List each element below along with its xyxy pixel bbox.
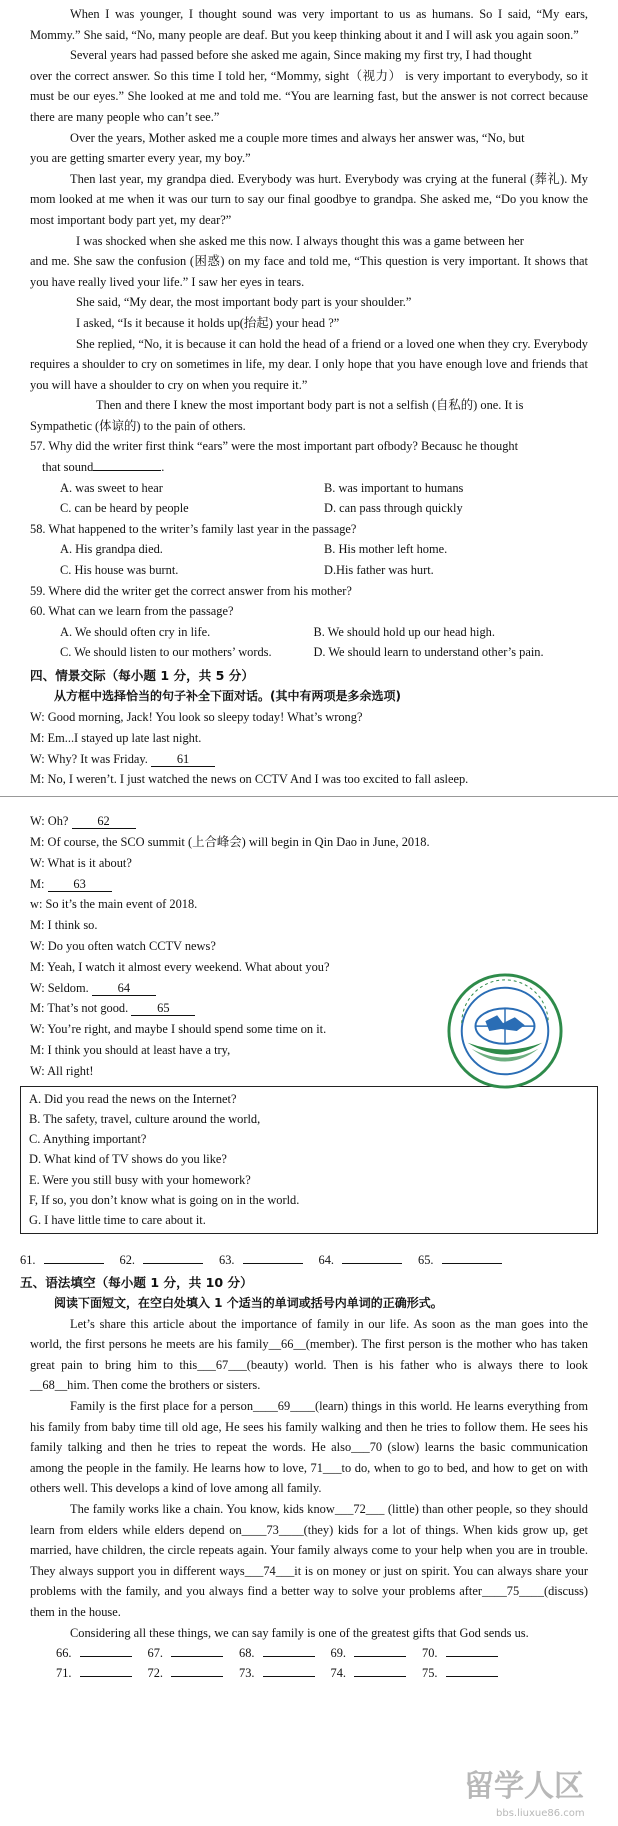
answer-line (263, 1676, 315, 1677)
dialog-blank: 62 (72, 814, 136, 829)
grammar-paragraph: Family is the first place for a person____69____(learn) things in this world. He learns everything from his family from baby time till old age, He sees his family walking and then he tries to follow them. He sees his family talking and then he tries to repeat the words. He also___70 (slow) learns the basic communication among the people in the family. He learns how to love, 71___to do, when to go to bed, and how to get on with others well. This develops a kind of love among all family. (30, 1399, 588, 1496)
watermark-cn: 留学人区 (464, 1769, 584, 1804)
option: B. was important to humans (324, 480, 464, 495)
passage-paragraph: Over the years, Mother asked me a couple more times and always her answer was, “No, but (70, 130, 525, 145)
question-stem (30, 436, 588, 457)
answer-line (171, 1656, 223, 1657)
answer-number: 67. (147, 1646, 163, 1661)
answer-slot (120, 1253, 212, 1267)
answer-slot (422, 1646, 506, 1660)
passage-paragraph: and me. She saw the confusion (困惑) on my face and told me, “This question is very important. It shows that you have really lived your life.” I saw her eyes in tears. (30, 254, 588, 289)
passage-paragraph: Sympathetic (体谅的) to the pain of others. (30, 418, 246, 433)
choice-option: C. Anything important? (29, 1132, 147, 1147)
sco-logo-icon (446, 972, 564, 1090)
question-text: Where did the writer get the correct answer from his mother? (48, 583, 352, 598)
passage-paragraph: She said, “My dear, the most important body part is your shoulder.” (76, 295, 412, 310)
option: A. His grandpa died. (60, 542, 163, 557)
question-number: 57. (30, 439, 46, 454)
answer-slot (239, 1666, 323, 1680)
option-list (30, 478, 588, 519)
answer-blanks-61-65 (20, 1250, 588, 1270)
answer-number: 69. (330, 1646, 346, 1661)
answer-number: 68. (239, 1646, 255, 1661)
passage-paragraph: Several years had passed before she asked me again, Since making my first try, I had thought (70, 48, 532, 63)
dialog-blank: 63 (48, 877, 112, 892)
dialog-text: M: That’s not good. (30, 1001, 129, 1016)
dialog-line (30, 894, 588, 915)
answer-line (263, 1656, 315, 1657)
question-text: Why did the writer first think “ears” were the most important part ofbody? Becausc he thought (48, 439, 519, 454)
answer-line (243, 1263, 303, 1264)
dialog-line (30, 936, 588, 957)
answer-blank (93, 470, 161, 471)
question-text: What can we learn from the passage? (48, 604, 234, 619)
dialog-text: W: Good morning, Jack! You look so sleepy today! What’s wrong? (30, 710, 363, 724)
choice-option: D. What kind of TV shows do you like? (29, 1152, 227, 1167)
dialog-line (30, 728, 588, 749)
answer-line (442, 1263, 502, 1264)
answer-line (354, 1656, 406, 1657)
dialog-text: W: Do you often watch CCTV news? (30, 938, 216, 953)
grammar-paragraph: Let’s share this article about the importance of family in our life. As soon as the man goes into the world, the first persons he meets are his family__66__(member). The first person is the mother who has taken great pain to bring him to this___67___(beauty) world. Then is his father who is always there to look __68__him. Then come the brothers or sisters. (30, 1316, 588, 1393)
section-4-instruction: 从方框中选择恰当的句子补全下面对话。(其中有两项是多余选项) (54, 689, 401, 703)
dialog-text: M: Yeah, I watch it almost every weekend. What about you? (30, 959, 330, 974)
answer-slot (422, 1666, 506, 1680)
passage-paragraph: Then and there I knew the most important body part is not a selfish (自私的) one. It is (96, 398, 524, 413)
dialog-line (30, 811, 588, 832)
dialog-line (30, 769, 588, 790)
dialog-text: W: Seldom. (30, 980, 89, 995)
page-divider (0, 796, 618, 797)
answer-line (446, 1676, 498, 1677)
answer-line (354, 1676, 406, 1677)
dialog-line (30, 853, 588, 874)
answer-number: 65. (418, 1252, 434, 1267)
answer-number: 64. (318, 1252, 334, 1267)
answer-blanks-71-75 (30, 1663, 588, 1683)
dialog-text: M: (30, 876, 45, 891)
question-list (30, 436, 588, 663)
reading-passage (30, 4, 588, 436)
choice-option: G. I have little time to care about it. (29, 1213, 206, 1228)
answer-number: 73. (239, 1666, 255, 1681)
question-stem (30, 601, 588, 622)
passage-paragraph: over the correct answer. So this time I told her, “Mommy, sight（视力） is very important to everybody, so it must be our eyes.” She looked at me and told me. “You are learning fast, but the answer is not correct because there are many people who can’t see.” (30, 68, 588, 124)
answer-line (143, 1263, 203, 1264)
answer-slot (56, 1646, 140, 1660)
answer-number: 62. (119, 1252, 135, 1267)
dialog-text: M: Of course, the SCO summit (上合峰会) will begin in Qin Dao in June, 2018. (30, 834, 430, 849)
option: D. We should learn to understand other’s pain. (313, 645, 544, 660)
answer-line (44, 1263, 104, 1264)
option: D.His father was hurt. (324, 563, 434, 578)
dialog-text: M: No, I weren’t. I just watched the news on CCTV And I was too excited to fall asleep. (30, 772, 469, 787)
choice-option: B. The safety, travel, culture around the world, (29, 1111, 261, 1126)
passage-paragraph: I asked, “Is it because it holds up(抬起) your head ?” (76, 315, 340, 330)
answer-number: 63. (219, 1252, 235, 1267)
answer-line (80, 1656, 132, 1657)
section-4-title: 四、情景交际（每小题 1 分，共 5 分） (30, 668, 254, 683)
question-number: 60. (30, 604, 46, 619)
dialog-line (30, 915, 588, 936)
answer-slot (331, 1646, 415, 1660)
choice-option: A. Did you read the news on the Internet? (29, 1091, 237, 1106)
option: A. We should often cry in life. (60, 624, 211, 639)
answer-number: 70. (422, 1646, 438, 1661)
option: C. His house was burnt. (60, 563, 179, 578)
option: A. was sweet to hear (60, 480, 163, 495)
passage-paragraph: She replied, “No, it is because it can hold the head of a friend or a loved one when they cry. Everybody requires a shoulder to cry on sometimes in life, my dear. I only hope that you have enough love and friends that you will have a shoulder to cry on when you require it.” (30, 336, 588, 392)
dialog-text: W: Oh? (30, 814, 69, 829)
dialog-blank: 65 (131, 1001, 195, 1016)
question-text: that sound (42, 460, 94, 475)
answer-number: 66. (56, 1646, 72, 1661)
option: B. His mother left home. (324, 542, 448, 557)
choice-box (20, 1086, 598, 1234)
question-number: 58. (30, 521, 46, 536)
answer-number: 71. (56, 1666, 72, 1681)
answer-slot (148, 1646, 232, 1660)
answer-slot (239, 1646, 323, 1660)
answer-slot (331, 1666, 415, 1680)
question-stem-cont: that sound . (42, 460, 165, 475)
grammar-passage (30, 1314, 588, 1644)
choice-option: E. Were you still busy with your homework? (29, 1172, 251, 1187)
answer-line (80, 1676, 132, 1677)
question-stem (30, 581, 588, 602)
dialog-text: W: All right! (30, 1063, 94, 1078)
option: B. We should hold up our head high. (313, 624, 495, 639)
watermark-url: bbs.liuxue86.com (496, 1808, 585, 1819)
answer-number: 72. (147, 1666, 163, 1681)
option: C. We should listen to our mothers’ words. (60, 645, 272, 660)
answer-number: 75. (422, 1666, 438, 1681)
dialog-line (30, 874, 588, 895)
option: C. can be heard by people (60, 501, 189, 516)
answer-slot (219, 1253, 311, 1267)
grammar-paragraph: Considering all these things, we can say family is one of the greatest gifts that God sends us. (70, 1625, 529, 1640)
dialog-text: W: You’re right, and maybe I should spend some time on it. (30, 1022, 327, 1037)
option: D. can pass through quickly (324, 501, 463, 516)
question-stem (30, 519, 588, 540)
watermark-logo-icon (462, 1756, 612, 1822)
choice-option: F, If so, you don’t know what is going on in the world. (29, 1193, 300, 1208)
section-5-title: 五、语法填空（每小题 1 分，共 10 分） (20, 1274, 253, 1290)
answer-blanks-66-70 (30, 1643, 588, 1663)
dialog-line (30, 707, 588, 728)
dialog-blank: 61 (151, 752, 215, 767)
question-text: What happened to the writer’s family last year in the passage? (48, 521, 357, 536)
passage-paragraph: When I was younger, I thought sound was very important to us as humans. So I said, “My ears, Mommy.” She said, “No, many people are deaf. But you keep thinking about it and I will ask you again soon.” (30, 7, 588, 42)
dialog-line (30, 749, 588, 770)
dialog-text: M: I think you should at least have a try, (30, 1042, 231, 1057)
grammar-paragraph: The family works like a chain. You know, kids know___72___ (little) than other people, so they should learn from elders while elders depend on____73____(they) kids for a lot of things. When kids grow up, get married, have children, the circle repeats again. Your family always come to your help when you are in trouble. They always support you in different ways___74___it is on money or just on spirit. You can always share your problems with the family, and you always find a better way to solve your problems after____75____(discuss) them in the house. (30, 1501, 588, 1619)
option-list (30, 539, 588, 580)
dialog-text: w: So it’s the main event of 2018. (30, 897, 198, 912)
answer-number: 74. (330, 1666, 346, 1681)
answer-slot (418, 1253, 510, 1267)
answer-line (446, 1656, 498, 1657)
answer-slot (148, 1666, 232, 1680)
dialog-text: W: What is it about? (30, 855, 132, 870)
answer-slot (20, 1253, 112, 1267)
dialog-blank: 64 (92, 981, 156, 996)
section-5-instruction: 阅读下面短文，在空白处填入 1 个适当的单词或括号内单词的正确形式。 (54, 1295, 443, 1310)
dialog-line (30, 832, 588, 853)
dialog-text: M: I think so. (30, 918, 98, 933)
option-list (30, 622, 588, 663)
dialog-top (30, 707, 588, 790)
dialog-text: M: Em...I stayed up late last night. (30, 730, 202, 745)
answer-number: 61. (20, 1252, 36, 1267)
answer-slot (319, 1253, 411, 1267)
answer-line (342, 1263, 402, 1264)
passage-paragraph: Then last year, my grandpa died. Everybody was hurt. Everybody was crying at the funeral (葬礼). My mom looked at me when it was our turn to say our final goodbye to grandpa. She asked me, “Do you know the most important body part yet, my dear?” (30, 171, 588, 227)
answer-line (171, 1676, 223, 1677)
question-number: 59. (30, 583, 46, 598)
passage-paragraph: you are getting smarter every year, my boy.” (30, 151, 251, 166)
passage-paragraph: I was shocked when she asked me this now. I always thought this was a game between her (76, 233, 524, 248)
answer-slot (56, 1666, 140, 1680)
dialog-text: W: Why? It was Friday. (30, 751, 148, 766)
